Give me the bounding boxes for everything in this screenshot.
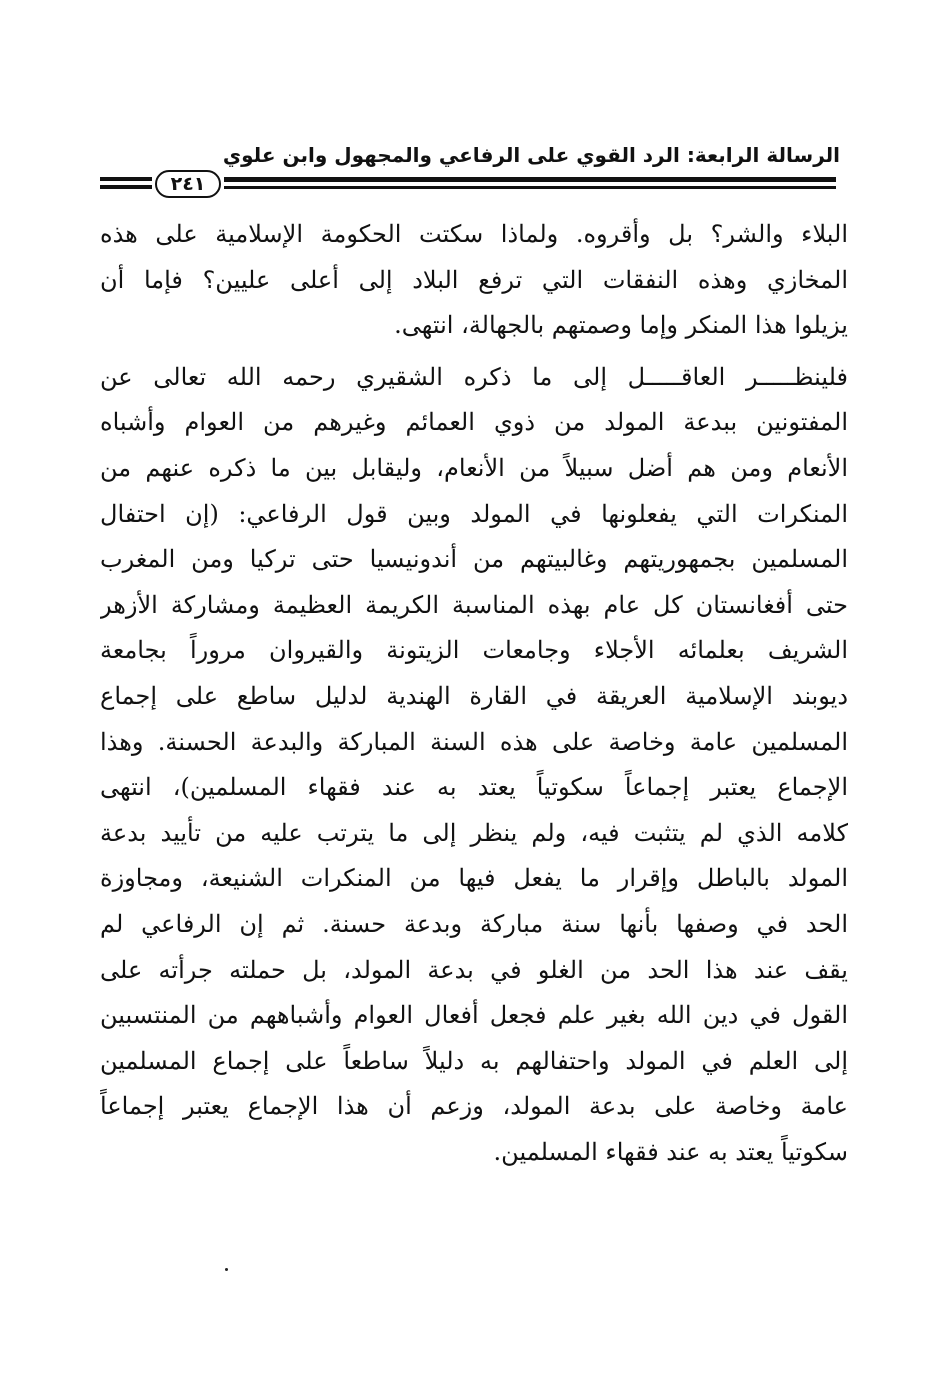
text-line: المنكرات التي يفعلونها في المولد وبين قول الرفاعي: (إن احتفال [100, 499, 848, 528]
text-line: المسلمين بجمهوريتهم وغالبيتهم من أندونيسيا حتى تركيا ومن المغرب [100, 545, 848, 574]
text-line: القول في دين الله بغير علم فجعل أفعال العوام وأشباههم من المنتسبين [100, 1001, 848, 1030]
paragraph [100, 212, 848, 349]
page-number-badge: ٢٤١ [155, 170, 221, 198]
text-line: الإجماع يعتبر إجماعاً سكوتياً يعتد به عند فقهاء المسلمين)، انتهى [100, 773, 848, 802]
text-line: الشريف بعلمائه الأجلاء وجامعات الزيتونة والقيروان مروراً بجامعة [100, 636, 848, 665]
body-text [100, 212, 848, 1175]
text-line: المسلمين عامة وخاصة على هذه السنة المباركة والبدعة الحسنة. وهذا [100, 727, 848, 756]
running-header-title: الرسالة الرابعة: الرد القوي على الرفاعي والمجهول وابن علوي [222, 143, 840, 167]
text-line: سكوتياً يعتد به عند فقهاء المسلمين. [493, 1137, 848, 1166]
text-line: الحد في وصفها بأنها سنة مباركة وبدعة حسنة. ثم إن الرفاعي لم [100, 909, 848, 938]
text-line: عامة وخاصة على بدعة المولد، وزعم أن هذا الإجماع يعتبر إجماعاً [100, 1092, 848, 1121]
text-line: فلينظـــــر العاقـــــل إلى ما ذكره الشقيري رحمه الله تعالى عن [100, 362, 848, 391]
stray-ink-dot [225, 1268, 228, 1271]
header-rule-left-segment [100, 177, 152, 189]
paragraph [100, 355, 848, 1176]
text-line: إلى العلم في المولد واحتفالهم به دليلاً ساطعاً على إجماع المسلمين [100, 1046, 848, 1075]
text-line: يزيلوا هذا المنكر وإما وصمتهم بالجهالة، انتهى. [394, 311, 848, 340]
text-line: حتى أفغانستان كل عام بهذه المناسبة الكريمة العظيمة ومشاركة الأزهر [100, 590, 848, 619]
text-line: المولد بالباطل وإقرار ما يفعل فيها من المنكرات الشنيعة، ومجاوزة [100, 864, 848, 893]
text-line: ديوبند الإسلامية العريقة في القارة الهندية لدليل ساطع على إجماع [100, 681, 848, 710]
text-line: يقف عند هذا الحد من الغلو في بدعة المولد، بل حملته جرأته على [100, 955, 848, 984]
text-line: المفتونين ببدعة المولد من ذوي العمائم وغيرهم من العوام وأشباه [100, 408, 848, 437]
text-line: البلاء والشر؟ بل وأقروه. ولماذا سكتت الحكومة الإسلامية على هذه [100, 220, 848, 248]
header-rule-right-segment [224, 177, 836, 189]
header-rule [100, 170, 836, 202]
text-line: الأنعام ومن هم أضل سبيلاً من الأنعام، وليقابل بين ما ذكره عنهم من [100, 453, 848, 482]
text-line: المخازي وهذه النفقات التي ترفع البلاد إلى أعلى عليين؟ فإما أن [100, 265, 848, 294]
text-line: كلامه الذي لم يتثبت فيه، ولم ينظر إلى ما يترتب عليه من تأييد بدعة [100, 818, 848, 847]
